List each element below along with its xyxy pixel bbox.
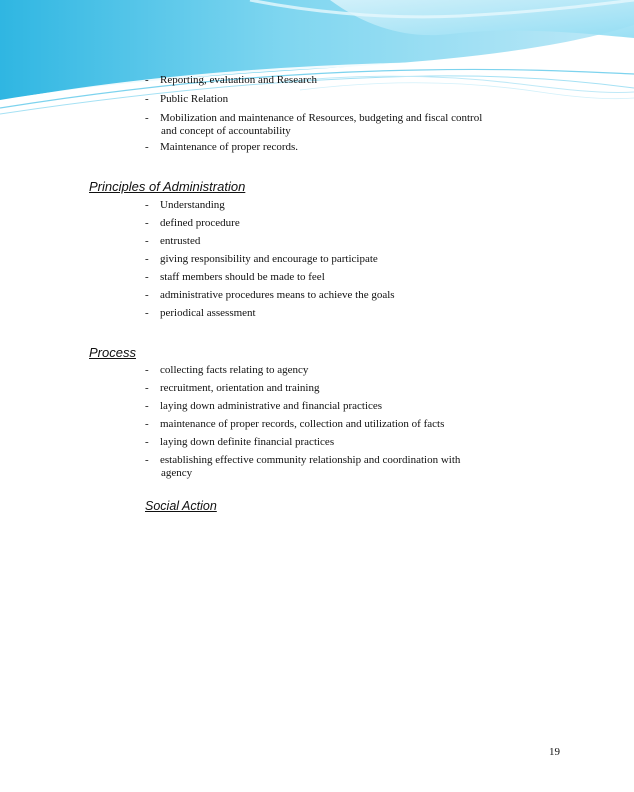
- list-item: - staff members should be made to feel: [145, 271, 395, 284]
- list-item: - collecting facts relating to agency: [145, 364, 460, 377]
- social-action-heading: Social Action: [145, 499, 217, 513]
- list-item: - laying down definite financial practices: [145, 436, 460, 449]
- list-item: - giving responsibility and encourage to participate: [145, 253, 395, 266]
- principles-list: [145, 199, 395, 320]
- principles-heading: Principles of Administration: [89, 179, 246, 194]
- list-item: - laying down administrative and financial practices: [145, 400, 460, 413]
- list-item: - Reporting, evaluation and Research: [145, 74, 482, 87]
- list-item: - Understanding: [145, 199, 395, 212]
- list-item: - defined procedure: [145, 217, 395, 230]
- list-item: - administrative procedures means to achieve the goals: [145, 289, 395, 302]
- list-item: - Public Relation: [145, 93, 482, 106]
- intro-list: [145, 74, 482, 154]
- process-list: [145, 364, 460, 480]
- page-number: 19: [549, 746, 560, 758]
- list-item: - Mobilization and maintenance of Resources, budgeting and fiscal control and concept of accountability: [145, 112, 482, 138]
- list-item: - entrusted: [145, 235, 395, 248]
- process-heading: Process: [89, 345, 136, 360]
- list-item: - recruitment, orientation and training: [145, 382, 460, 395]
- list-item: - establishing effective community relationship and coordination with agency: [145, 454, 460, 480]
- list-item: - periodical assessment: [145, 307, 395, 320]
- list-item: - Maintenance of proper records.: [145, 141, 482, 154]
- list-item: - maintenance of proper records, collection and utilization of facts: [145, 418, 460, 431]
